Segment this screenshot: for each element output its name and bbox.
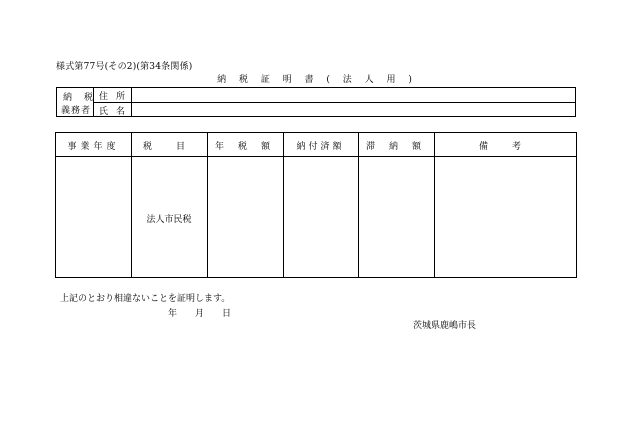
cell-tax-item: 法人市民税 <box>146 215 192 225</box>
col-header-paid-amount: 納付済額 <box>296 142 345 152</box>
col-header-arrears: 滞納額 <box>366 142 436 152</box>
certification-text: 上記のとおり相違ないことを証明します。 <box>60 294 231 304</box>
document-title: 納 税 証 明 書 ( 法 人 用 ) <box>217 75 417 85</box>
date-line: 年 月 日 <box>168 309 232 319</box>
address-label: 住所 <box>99 92 134 102</box>
col-header-remarks: 備考 <box>478 142 545 152</box>
name-label: 氏名 <box>99 107 134 117</box>
issuer-name: 茨城県鹿嶋市長 <box>413 321 477 331</box>
payer-label-line1: 納税 <box>63 93 106 103</box>
col-header-annual-tax: 年税額 <box>215 142 285 152</box>
payer-label-line2: 義務者 <box>61 106 92 116</box>
form-number: 様式第77号(その2)(第34条関係) <box>56 62 193 72</box>
col-header-fiscal-year: 事業年度 <box>67 142 120 152</box>
tax-table <box>55 132 577 278</box>
payer-info-box <box>56 87 576 117</box>
col-header-tax-item: 税目 <box>143 142 210 152</box>
